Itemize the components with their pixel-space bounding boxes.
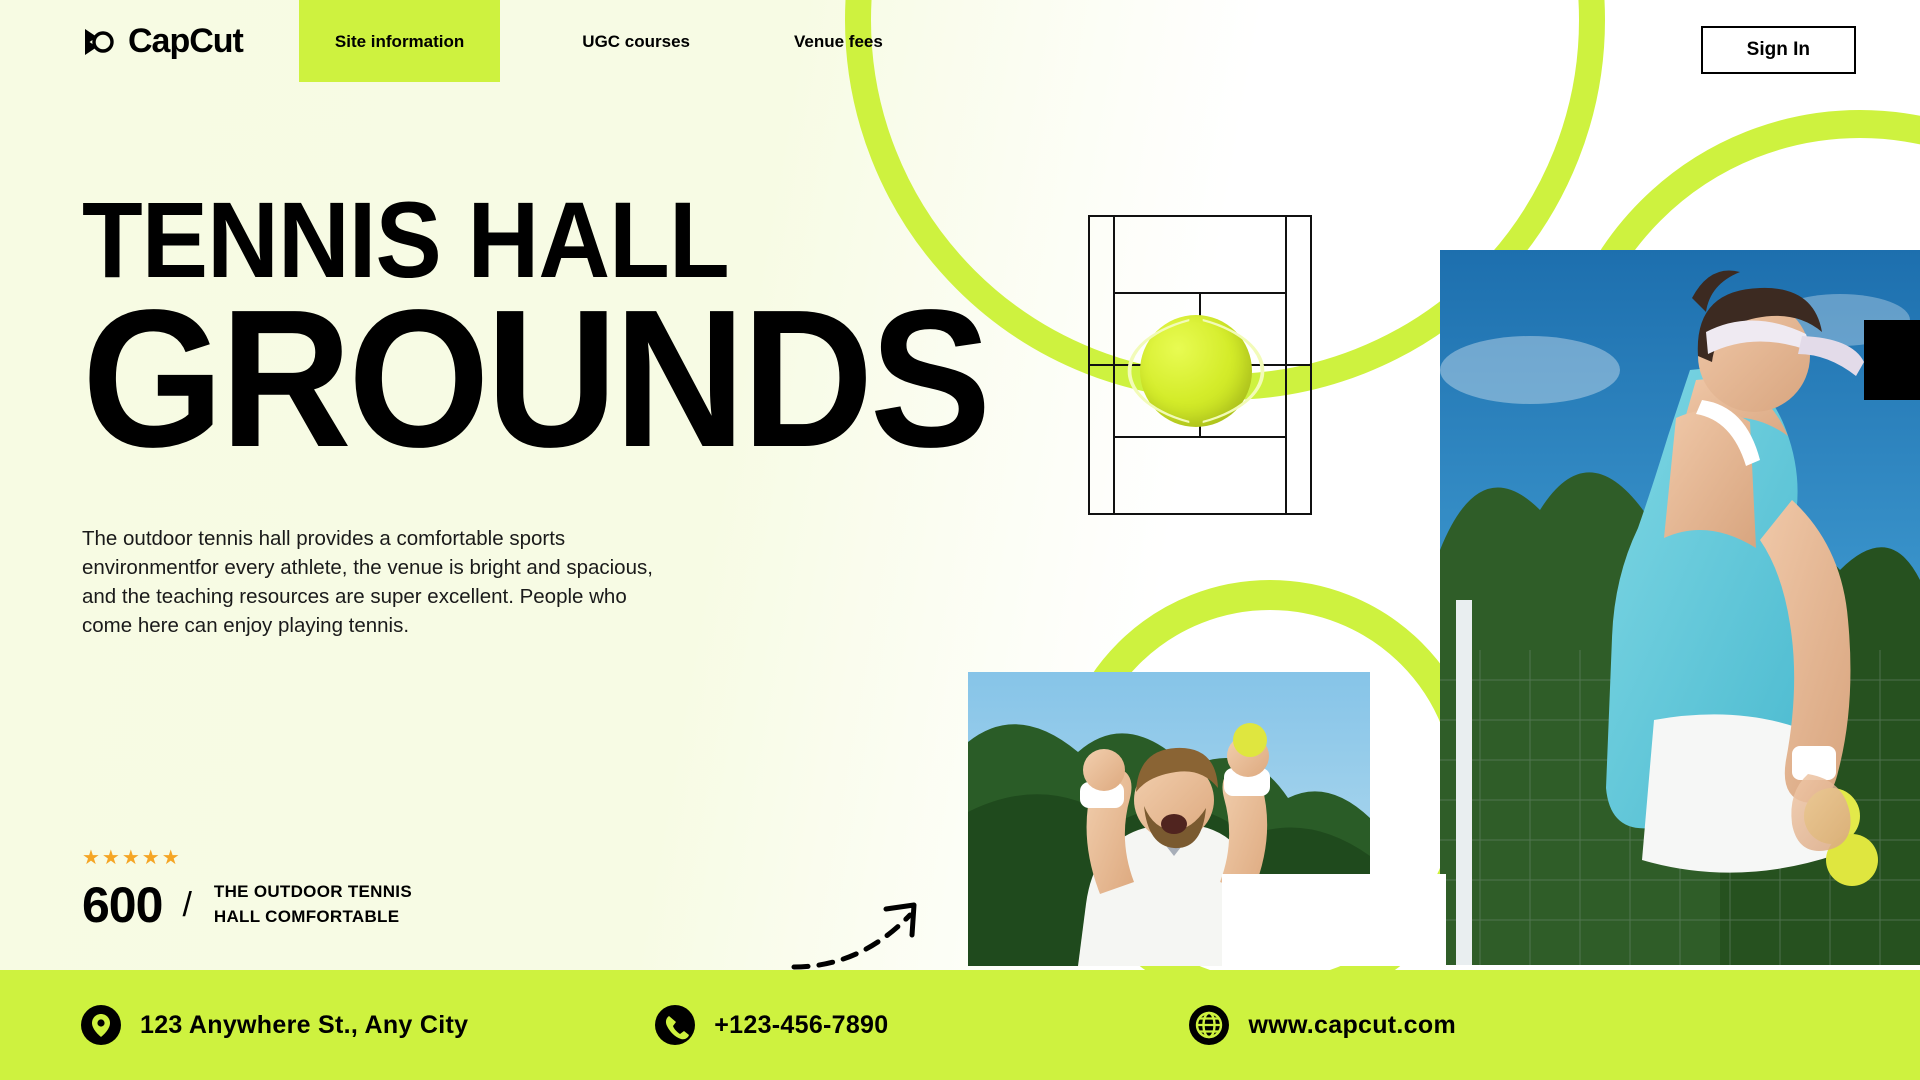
footer-address[interactable] — [80, 1004, 468, 1046]
footer-address-text: 123 Anywhere St., Any City — [140, 1010, 469, 1039]
footer-bar — [0, 970, 1920, 1080]
brand-name: CapCut — [128, 22, 243, 60]
page-title-line2: GROUNDS — [82, 269, 988, 489]
nav-item-site-information[interactable]: Site information — [299, 0, 500, 82]
stat-number: 600 — [82, 877, 163, 933]
location-pin-icon — [80, 1004, 122, 1046]
decorative-black-block — [1864, 320, 1920, 400]
footer-website-text: www.capcut.com — [1248, 1010, 1456, 1039]
tennis-ball-icon — [1140, 315, 1252, 427]
site-header — [0, 0, 1920, 92]
decorative-white-notch — [1222, 874, 1446, 966]
brand-logo[interactable] — [82, 22, 243, 61]
phone-icon — [654, 1004, 696, 1046]
stat-label-line1: THE OUTDOOR TENNIS — [213, 882, 412, 902]
footer-phone[interactable] — [654, 1004, 888, 1046]
hero-section — [82, 179, 988, 640]
stats-block — [82, 845, 412, 934]
nav-item-ugc-courses[interactable]: UGC courses — [582, 32, 690, 51]
sign-in-button[interactable]: Sign In — [1701, 26, 1856, 74]
nav-item-venue-fees[interactable]: Venue fees — [794, 32, 883, 51]
stat-label-line2: HALL COMFORTABLE — [213, 907, 400, 926]
hero-description: The outdoor tennis hall provides a comfortable sports environmentfor every athlete, the venue is bright and spacious, and the teaching resources are super excellent. People who come here can enjoy playing tennis. — [82, 526, 653, 638]
stat-separator: / — [182, 885, 192, 924]
female-tennis-player-photo — [1440, 250, 1920, 965]
capcut-logo-icon — [82, 25, 116, 59]
stat-row — [82, 876, 412, 934]
page-title-line1: TENNIS HALL — [82, 179, 729, 300]
footer-website[interactable] — [1188, 1004, 1455, 1046]
main-nav — [299, 0, 909, 82]
dashed-arrow-icon — [790, 895, 960, 980]
rating-stars: ★★★★★ — [82, 847, 182, 869]
footer-phone-text: +123-456-7890 — [714, 1010, 889, 1039]
globe-icon — [1188, 1004, 1230, 1046]
stat-label — [214, 880, 412, 929]
